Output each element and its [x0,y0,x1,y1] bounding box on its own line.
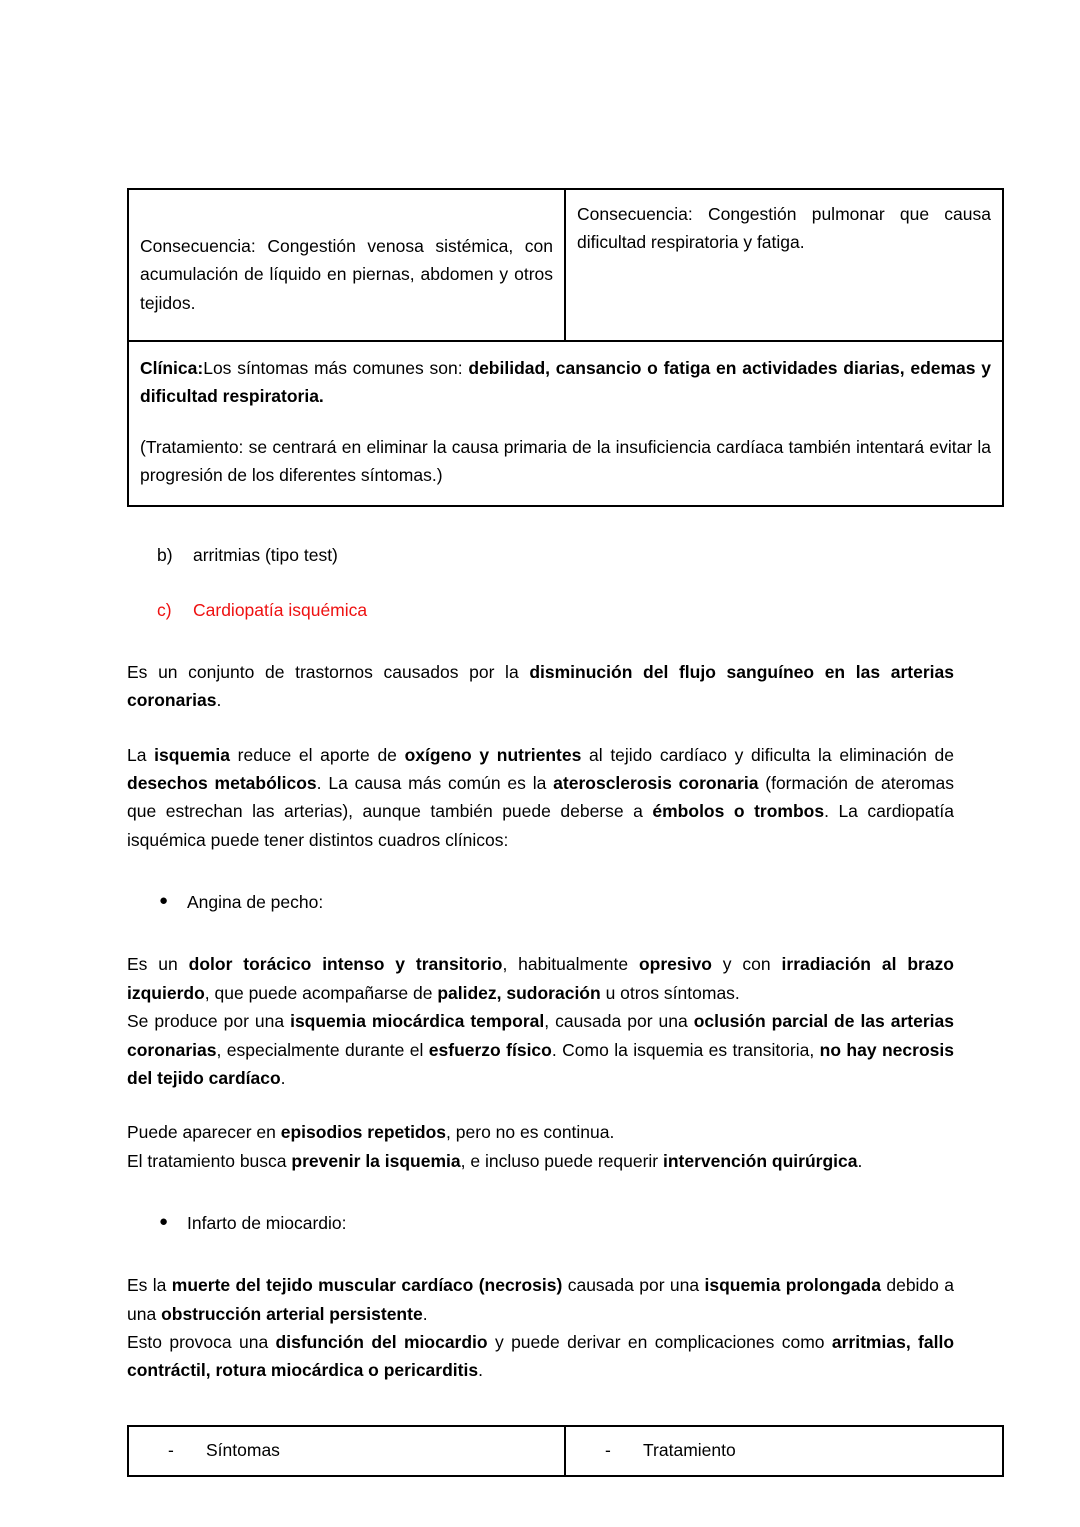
text-fragment-bold: no hay necrosis del tejido cardíaco [127,1039,954,1088]
table-cell-consecuencia-pulmonar [565,189,1003,341]
text-fragment: Es un conjunto de trastornos causados por la [127,662,530,683]
text-fragment-bold: disfunción del miocardio [275,1331,488,1352]
text-fragment: y con [711,954,782,975]
text-fragment: La [127,744,155,765]
paragraph-definition [127,658,954,715]
text-fragment-bold: aterosclerosis coronaria [553,773,759,794]
list-item-cardiopatia-isquemica [157,596,954,624]
text-fragment: y puede derivar en complicaciones como [487,1331,832,1352]
paragraph-angina-mecanismo [127,1007,954,1092]
text-fragment: El tratamiento busca [127,1150,292,1171]
spacer [127,1237,954,1271]
clinica-intro: Los síntomas más comunes son: [203,358,469,378]
spacer [127,1385,954,1425]
text-fragment-bold: desechos metabólicos [127,773,317,794]
text-fragment-bold: isquemia [154,744,231,765]
paragraph-infarto-complicaciones [127,1328,954,1385]
text-fragment-bold: isquemia prolongada [704,1275,881,1296]
table-row [128,341,1003,506]
text-fragment: , pero no es continua. [446,1122,615,1143]
cell-label: Tratamiento [643,1439,736,1460]
paragraph-isquemia [127,741,954,854]
text-fragment-bold: esfuerzo físico [428,1039,552,1060]
text-fragment-bold: irradiación al brazo izquierdo [127,954,954,1003]
spacer [127,624,954,658]
clinica-label: Clínica: [140,358,204,378]
dash-marker: - [605,1439,611,1460]
text-fragment: (formación de ateromas que estrechan las arterias), aunque también puede deberse a [127,773,954,822]
text-fragment: , especialmente durante el [216,1039,429,1060]
sintomas-tratamiento-table [127,1425,1004,1477]
text-fragment-bold: émbolos o trombos [652,801,825,822]
text-fragment-bold: muerte del tejido muscular cardíaco (necrosis) [171,1275,563,1296]
text-fragment: , que puede acompañarse de [204,982,438,1003]
text-fragment: . La causa más común es la [316,773,554,794]
text-fragment: . [280,1067,286,1088]
bullet-label: Infarto de miocardio: [187,1212,347,1233]
text-fragment: . [478,1360,483,1381]
cell-text: Consecuencia: Congestión venosa sistémica, con acumulación de líquido en piernas, abdomen y otros tejidos. [140,236,553,313]
spacer [140,411,991,433]
text-fragment: u otros síntomas. [600,982,740,1003]
consequences-table [127,188,1004,507]
paragraph-episodios-linea2 [127,1147,954,1175]
spacer [127,1175,954,1209]
text-fragment-bold: oclusión parcial de las arterias coronarias [127,1011,955,1060]
text-fragment: . [422,1303,428,1324]
text-fragment: Se produce por una [127,1011,291,1032]
list-item-label: arritmias (tipo test) [193,545,338,566]
text-fragment-bold: isquemia miocárdica temporal [290,1011,545,1032]
text-fragment: . [216,690,222,711]
text-fragment: Es un [127,954,189,975]
text-fragment-bold: opresivo [638,954,712,975]
bullet-dot-icon: ● [159,892,169,910]
dash-list-item [577,1436,991,1464]
text-fragment-bold: palidez, sudoración [437,982,601,1003]
table-cell-clinica-tratamiento [128,341,1003,506]
text-fragment-bold: disminución del flujo sanguíneo en las arterias coronarias [127,662,954,711]
text-fragment: al tejido cardíaco y dificulta la eliminación de [581,744,955,765]
paragraph-angina-descripcion [127,950,954,1007]
list-item-arritmias [157,541,954,569]
list-marker: c) [157,599,172,620]
spacer [127,916,954,950]
bullet-item-angina [159,888,954,916]
text-fragment: , habitualmente [502,954,639,975]
paragraph-episodios-linea1 [127,1118,954,1146]
clinica-symptoms: debilidad, cansancio o fatiga en actividades diarias, edemas y dificultad respiratoria. [140,358,992,407]
spacer [127,854,954,888]
text-fragment-bold: intervención quirúrgica [662,1150,858,1171]
spacer [127,507,954,541]
clinica-paragraph [140,354,991,411]
dash-list-item [140,1436,553,1464]
document-content [127,188,992,1477]
paragraph-infarto-definicion [127,1271,954,1328]
text-fragment-bold: obstrucción arterial persistente [161,1303,423,1324]
table-row [128,189,1003,341]
text-fragment: Es la [127,1275,172,1296]
text-fragment: causada por una [562,1275,705,1296]
table-cell-sintomas [128,1426,565,1476]
dash-marker: - [168,1439,174,1460]
list-marker: b) [157,545,173,566]
text-fragment-bold: arritmias, fallo contráctil, rotura miocárdica o pericarditis [127,1331,955,1381]
text-fragment: . Como la isquemia es transitoria, [551,1039,820,1060]
bullet-label: Angina de pecho: [187,892,324,913]
cell-label: Síntomas [206,1439,280,1460]
spacer [127,1092,954,1118]
text-fragment-bold: episodios repetidos [280,1122,447,1143]
table-row [128,1426,1003,1476]
text-fragment: Esto provoca una [127,1331,276,1352]
table-cell-consecuencia-sistemica [128,189,565,341]
bullet-dot-icon: ● [159,1212,169,1230]
text-fragment: . La cardiopatía isquémica puede tener distintos cuadros clínicos: [127,801,955,850]
cell-text: Consecuencia: Congestión pulmonar que causa dificultad respiratoria y fatiga. [577,204,991,253]
tratamiento-paragraph: (Tratamiento: se centrará en eliminar la causa primaria de la insuficiencia cardíaca también intentará evitar la progresión de los diferentes síntomas.) [140,436,991,486]
list-item-label: Cardiopatía isquémica [193,599,368,620]
text-fragment: debido a una [127,1275,954,1324]
text-fragment: , e incluso puede requerir [460,1150,663,1171]
text-fragment: , causada por una [544,1011,694,1032]
spacer [127,570,954,596]
text-fragment-bold: oxígeno y nutrientes [404,744,582,765]
text-fragment-bold: dolor torácico intenso y transitorio [188,954,503,975]
bullet-item-infarto [159,1209,954,1237]
text-fragment: Puede aparecer en [127,1122,281,1143]
spacer [127,715,954,741]
text-fragment: reduce el aporte de [230,744,405,765]
text-fragment: . [857,1150,863,1171]
text-fragment-bold: prevenir la isquemia [291,1150,461,1171]
table-cell-tratamiento [565,1426,1003,1476]
